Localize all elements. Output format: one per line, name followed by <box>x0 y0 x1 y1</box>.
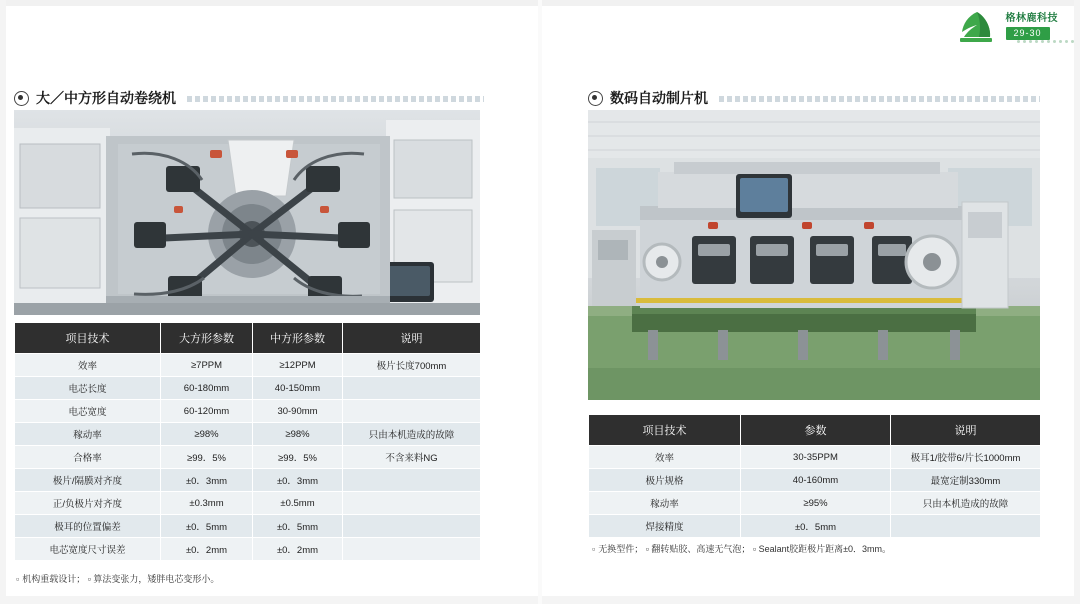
leaf-logo-icon <box>954 10 1000 44</box>
section-heading-left <box>14 88 484 108</box>
cell: 电芯宽度尺寸误差 <box>15 538 161 561</box>
cell: 只由本机造成的故障 <box>891 492 1041 515</box>
table-row <box>15 469 481 492</box>
cell: ±0．2mm <box>253 538 343 561</box>
cell: 60-120mm <box>161 400 253 423</box>
right-spec-table <box>588 414 1041 538</box>
heading-rule <box>719 96 1040 102</box>
table-row <box>15 515 481 538</box>
cell: ±0．3mm <box>253 469 343 492</box>
table-row <box>589 492 1041 515</box>
page-gutter <box>538 0 542 604</box>
table-row <box>15 400 481 423</box>
col-header: 说明 <box>343 323 481 354</box>
cell: 极片规格 <box>589 469 741 492</box>
left-spec-table <box>14 322 481 561</box>
table-row <box>589 446 1041 469</box>
brand-text-block <box>1006 14 1059 40</box>
left-machine-photo <box>14 110 480 315</box>
cell: 最宽定制330mm <box>891 469 1041 492</box>
cell: 电芯长度 <box>15 377 161 400</box>
page-edge-left <box>0 0 6 604</box>
cell <box>343 469 481 492</box>
cell <box>343 492 481 515</box>
table-row <box>15 446 481 469</box>
col-header: 大方形参数 <box>161 323 253 354</box>
section-heading-right <box>588 88 1040 108</box>
bullet-icon <box>588 91 603 106</box>
cell: ±0．3mm <box>161 469 253 492</box>
cell: 电芯宽度 <box>15 400 161 423</box>
right-footnote: ▫ 无换型件； ▫ 翻转贴胶、高速无气泡； ▫ Sealant胶距极片距离±0．3mm。 <box>592 544 892 554</box>
cell: 40-160mm <box>741 469 891 492</box>
cell: 极耳的位置偏差 <box>15 515 161 538</box>
page-number-badge: 29-30 <box>1006 27 1050 40</box>
heading-rule <box>187 96 484 102</box>
footnote-bullet-icon: ▫ <box>16 574 20 584</box>
table-row <box>15 423 481 446</box>
section-title-right: 数码自动制片机 <box>610 90 708 106</box>
table-row <box>15 538 481 561</box>
cell: ≥99．5% <box>253 446 343 469</box>
cell: 稼动率 <box>15 423 161 446</box>
cell: ≥98% <box>161 423 253 446</box>
page-edge-right <box>1074 0 1080 604</box>
cell: ±0.3mm <box>161 492 253 515</box>
cell: 稼动率 <box>589 492 741 515</box>
col-header: 项目技术 <box>589 415 741 446</box>
cell: 只由本机造成的故障 <box>343 423 481 446</box>
cell: 合格率 <box>15 446 161 469</box>
col-header: 参数 <box>741 415 891 446</box>
cell: 极片长度700mm <box>343 354 481 377</box>
cell: ≥95% <box>741 492 891 515</box>
cell <box>343 377 481 400</box>
cell <box>891 515 1041 538</box>
bullet-icon <box>14 91 29 106</box>
col-header: 中方形参数 <box>253 323 343 354</box>
col-header: 说明 <box>891 415 1041 446</box>
section-title-left: 大／中方形自动卷绕机 <box>36 90 176 106</box>
table-row <box>589 469 1041 492</box>
cell: 效率 <box>589 446 741 469</box>
cell: 不含来料NG <box>343 446 481 469</box>
cell: 60-180mm <box>161 377 253 400</box>
cell: ±0.5mm <box>253 492 343 515</box>
cell: ≥98% <box>253 423 343 446</box>
cell <box>343 515 481 538</box>
decorative-dots <box>1017 40 1074 43</box>
cell <box>343 538 481 561</box>
left-footnote: ▫ 机构重载设计； ▫ 算法变张力，矮胖电芯变形小。 <box>16 574 220 584</box>
cell: 效率 <box>15 354 161 377</box>
table-header-row <box>589 415 1041 446</box>
cell: 30-35PPM <box>741 446 891 469</box>
col-header: 项目技术 <box>15 323 161 354</box>
brand-logo <box>954 10 1059 44</box>
cell: ±0．5mm <box>741 515 891 538</box>
cell: 极耳1/胶带6/片长1000mm <box>891 446 1041 469</box>
cell: ±0．2mm <box>161 538 253 561</box>
table-row <box>15 377 481 400</box>
table-header-row <box>15 323 481 354</box>
cell: 焊接精度 <box>589 515 741 538</box>
cell: ≥12PPM <box>253 354 343 377</box>
cell: 40-150mm <box>253 377 343 400</box>
brand-name: 格林鹿科技 <box>1005 13 1058 24</box>
table-row <box>589 515 1041 538</box>
cell: ≥99．5% <box>161 446 253 469</box>
cell: 极片/隔膜对齐度 <box>15 469 161 492</box>
cell: ±0．5mm <box>253 515 343 538</box>
cell: ≥7PPM <box>161 354 253 377</box>
cell: 30-90mm <box>253 400 343 423</box>
cell <box>343 400 481 423</box>
table-row <box>15 354 481 377</box>
right-machine-photo <box>588 110 1040 400</box>
cell: 正/负极片对齐度 <box>15 492 161 515</box>
table-row <box>15 492 481 515</box>
footnote-bullet-icon: ▫ <box>592 544 596 554</box>
cell: ±0．5mm <box>161 515 253 538</box>
